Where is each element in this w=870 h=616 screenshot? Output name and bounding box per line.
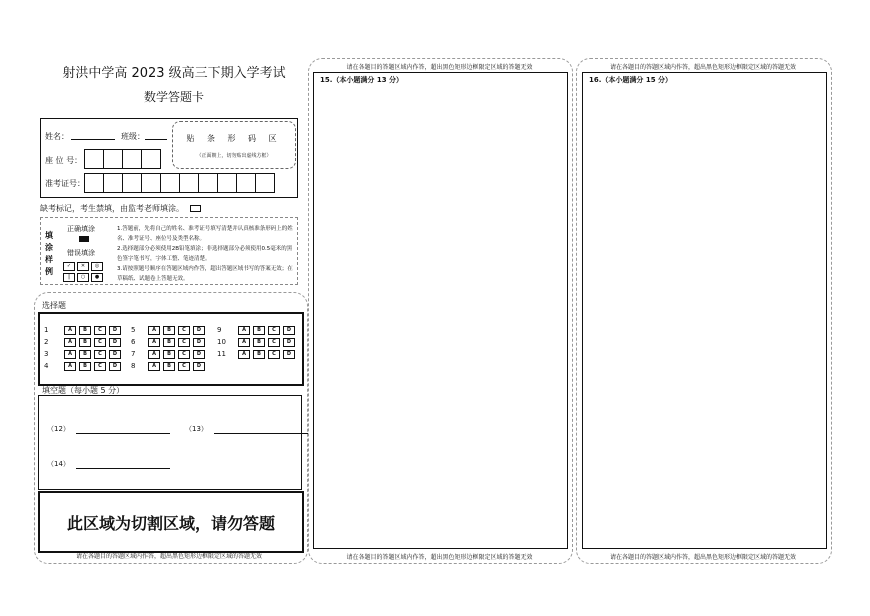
seat-number-cells[interactable] (85, 149, 161, 169)
class-label: 班级： (121, 132, 145, 141)
fill-example-vertical-label: 填 涂 样 例 (45, 231, 53, 276)
choice-row-8[interactable]: A B C D (148, 362, 205, 371)
fill-q14[interactable]: （14） (47, 459, 170, 469)
rule-3: 3.请按照题号顺序在答题区域内作答，超出答题区域书写的答案无效；在草稿纸、试题卷上答题无效。 (117, 266, 293, 282)
name-label: 姓名： (45, 132, 69, 141)
rule-1: 1.答题前，先将自己的姓名、准考证号填写清楚并认真核准条形码上的姓名、准考证号、座位号及类型名称。 (117, 226, 293, 242)
cut-zone: 此区域为切割区域，请勿答题 (38, 491, 304, 553)
barcode-area (172, 121, 296, 169)
choice-row-9[interactable]: A B C D (238, 326, 295, 335)
absent-mark-row (40, 203, 201, 214)
wrong-fill-samples: ✓ ✕ ◎ | ○ ● (63, 262, 111, 282)
q-number: 4 (44, 362, 49, 370)
exam-title: 射洪中学高 2023 级高三下期入学考试 (62, 66, 286, 81)
exam-number-cells[interactable] (85, 173, 275, 193)
choice-row-2[interactable]: A B C D (64, 338, 121, 347)
footer-warning-left: 请在各题目的答题区域内作答，超出黑色矩形边框限定区域的答题无效 (75, 553, 262, 560)
q16-title: 16.（本小题满分 15 分） (589, 76, 673, 84)
q-number: 3 (44, 350, 49, 358)
q-number: 9 (217, 326, 222, 334)
choice-row-6[interactable]: A B C D (148, 338, 205, 347)
fill-q12[interactable]: （12） (47, 424, 170, 434)
choice-section-label: 选择题 (42, 301, 66, 310)
choice-row-11[interactable]: A B C D (238, 350, 295, 359)
exam-number-label: 准考证号： (45, 179, 85, 188)
q-number: 7 (131, 350, 136, 358)
barcode-note: （正面朝上，切勿贴出虚线方框） (196, 153, 272, 159)
correct-fill-label: 正确填涂 (67, 225, 95, 233)
choice-row-10[interactable]: A B C D (238, 338, 295, 347)
absent-mark-text: 缺考标记，考生禁填，由监考老师填涂。 (40, 204, 184, 213)
class-field[interactable] (145, 139, 167, 140)
absent-mark-box[interactable] (190, 205, 201, 212)
fill-answer-box (38, 395, 302, 490)
choice-row-5[interactable]: A B C D (148, 326, 205, 335)
fill-q13[interactable]: （13） (185, 424, 308, 434)
seat-label: 座 位 号： (45, 156, 83, 165)
correct-fill-sample (79, 236, 89, 242)
q-number: 1 (44, 326, 49, 334)
rule-2: 2.选择题部分必须使用2B铅笔填涂；非选择题部分必须使用0.5毫米的黑色签字笔书写，字体工整、笔迹清楚。 (117, 246, 293, 262)
choice-row-7[interactable]: A B C D (148, 350, 205, 359)
choice-answer-box (38, 312, 304, 386)
fill-section-label: 填空题（每小题 5 分） (42, 386, 125, 395)
q-number: 2 (44, 338, 49, 346)
choice-row-4[interactable]: A B C D (64, 362, 121, 371)
q-number: 8 (131, 362, 136, 370)
q16-warning-top: 请在各题目的答题区域内作答，超出黑色矩形边框限定区域的答题无效 (609, 64, 796, 71)
wrong-fill-label: 错误填涂 (67, 249, 95, 257)
q16-warning-bottom: 请在各题目的答题区域内作答，超出黑色矩形边框限定区域的答题无效 (609, 554, 796, 561)
q16-answer-area[interactable] (582, 72, 827, 549)
q-number: 5 (131, 326, 136, 334)
name-field[interactable] (71, 139, 115, 140)
q-number: 11 (217, 350, 226, 358)
q15-warning-bottom: 请在各题目的答题区域内作答，超出黑色矩形边框限定区域的答题无效 (346, 554, 533, 561)
q-number: 6 (131, 338, 136, 346)
barcode-title: 贴 条 形 码 区 (186, 134, 282, 143)
choice-row-1[interactable]: A B C D (64, 326, 121, 335)
q15-warning-top: 请在各题目的答题区域内作答，超出黑色矩形边框限定区域的答题无效 (346, 64, 533, 71)
sheet-subtitle: 数学答题卡 (143, 90, 204, 104)
fill-example-box (40, 217, 298, 285)
instructions (117, 224, 293, 284)
q15-answer-area[interactable] (313, 72, 568, 549)
q15-title: 15.（本小题满分 13 分） (320, 76, 404, 84)
choice-row-3[interactable]: A B C D (64, 350, 121, 359)
q-number: 10 (217, 338, 226, 346)
